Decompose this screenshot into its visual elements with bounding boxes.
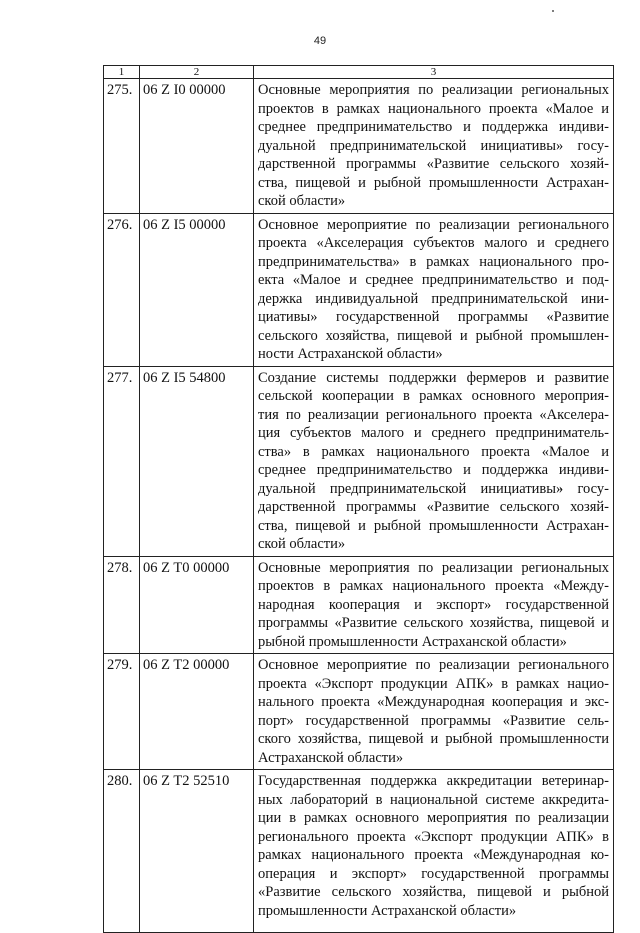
column-header-2: 2 [140,66,254,79]
column-header-3: 3 [254,66,614,79]
description-line: Государственная поддержка аккредитации ветеринар- [258,773,609,789]
description-cell [254,556,614,654]
table-body [104,79,614,933]
description-line: порт» государственной программы «Развитие сель- [258,712,609,729]
table-row [104,654,614,770]
description-line: проектов в рамках национального проекта «Между- [258,578,609,594]
table-row [104,366,614,556]
description-line: рамках национального проекта «Международная ко- [258,847,609,863]
description-line: проекта «Экспорт продукции АПК» в рамках нацио- [258,675,609,692]
description-cell [254,366,614,556]
description-line: среднее предпринимательство и поддержка индиви- [258,462,609,478]
description-line: ства, пищевой и рыбной промышленности Астрахан- [258,517,609,534]
description-cell [254,79,614,214]
description-line: дуальной предпринимательской инициативы» госу- [258,480,609,497]
description-line: программы «Развитие сельского хозяйства, пищевой и [258,615,609,631]
description-cell [254,770,614,933]
description-line: проекта «Акселерация субъектов малого и среднего [258,235,609,251]
table-header-row [104,66,614,79]
description-line: ства» в рамках национального проекта «Малое и [258,443,609,460]
description-line: сельского хозяйства, пищевой и рыбной промышлен- [258,327,609,344]
description-line: Основное мероприятие по реализации регионального [258,657,609,673]
description-line: тия по реализации регионального проекта «Акселера- [258,406,609,423]
description-cell [254,213,614,366]
description-cell [254,654,614,770]
description-line: Основное мероприятие по реализации регионального [258,216,609,233]
description-line: дарственной программы «Развитие сельского хозяй- [258,156,609,172]
description-line: рыбной промышленности Астраханской области» [258,633,567,650]
description-line: предпринимательства» в рамках национального про- [258,253,609,270]
description-line: держка индивидуальной предпринимательской ини- [258,290,609,307]
budget-classification-table [103,65,614,933]
description-line: народная кооперация и экспорт» государственной [258,596,609,613]
row-number: 275. [104,79,140,214]
table-row [104,79,614,214]
description-line: проектов в рамках национального проекта «Малое и [258,100,609,117]
description-line: ции в рамках основного мероприятия по реализации [258,810,609,826]
description-line: ция субъектов малого и среднего предприниматель- [258,425,609,441]
description-line: «Развитие сельского хозяйства, пищевой и рыбной [258,884,609,900]
column-header-1: 1 [104,66,140,79]
scan-speck [552,10,554,12]
table-row [104,213,614,366]
classification-code: 06 Z I0 00000 [140,79,254,214]
page-number: 49 [313,35,327,47]
classification-code: 06 Z I5 54800 [140,366,254,556]
description-line: ского хозяйства, пищевой и рыбной промышленности [258,731,609,747]
classification-code: 06 Z T0 00000 [140,556,254,654]
description-line: ства, пищевой и рыбной промышленности Астрахан- [258,174,609,191]
row-number: 280. [104,770,140,933]
description-line: операция и экспорт» государственной программы [258,865,609,882]
row-number: 279. [104,654,140,770]
table-row [104,770,614,933]
description-line: Основные мероприятия по реализации региональных [258,82,609,98]
description-line: сельской кооперации в рамках основного мероприя- [258,388,609,404]
description-line: промышленности Астраханской области» [258,902,517,919]
description-line: дарственной программы «Развитие сельского хозяй- [258,499,609,515]
row-number: 276. [104,213,140,366]
description-line: ных лабораторий в национальной системе аккредита- [258,791,609,808]
description-line: циативы» государственной программы «Развитие [258,309,609,325]
row-number: 277. [104,366,140,556]
description-line: Основные мероприятия по реализации региональных [258,559,609,576]
row-number: 278. [104,556,140,654]
description-line: екта «Малое и среднее предпринимательство и под- [258,272,609,288]
table-row [104,556,614,654]
description-line: среднее предпринимательство и поддержка индиви- [258,119,609,135]
classification-code: 06 Z T2 00000 [140,654,254,770]
description-line: Создание системы поддержки фермеров и развитие [258,369,609,386]
description-line: ской области» [258,536,346,552]
description-line: нального проекта «Международная кооперация и экс- [258,694,609,710]
description-line: Астраханской области» [258,749,404,766]
description-line: дуальной предпринимательской инициативы» госу- [258,137,609,154]
classification-code: 06 Z I5 00000 [140,213,254,366]
description-line: ности Астраханской области» [258,346,443,362]
description-line: ской области» [258,193,346,209]
description-line: регионального проекта «Экспорт продукции АПК» в [258,828,609,845]
classification-code: 06 Z T2 52510 [140,770,254,933]
